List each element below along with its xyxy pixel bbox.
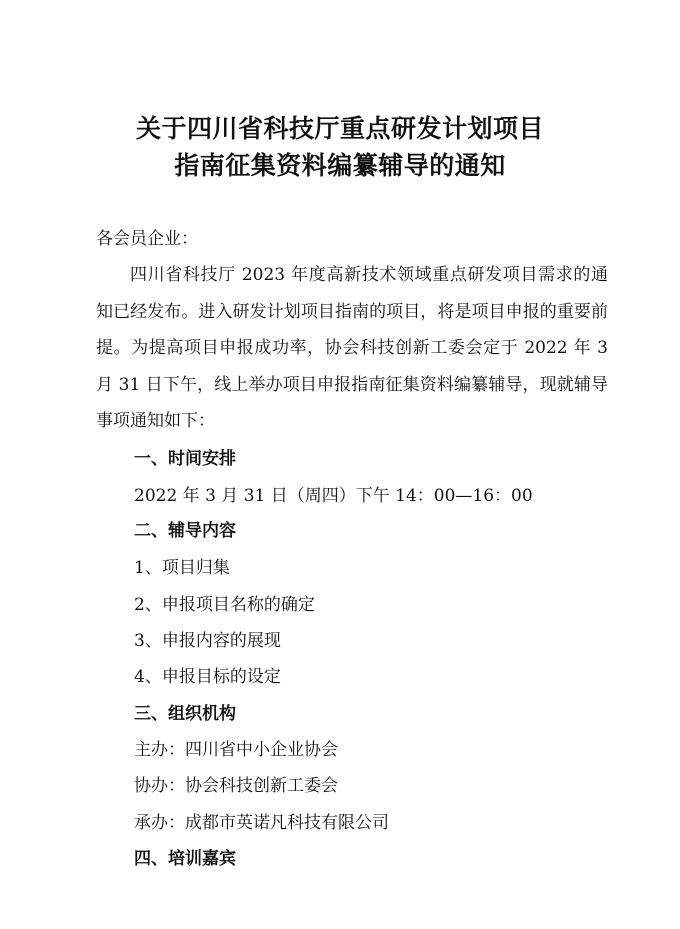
time-value: 2022 年 3 月 31 日（周四）下午 14：00—16：00 [134,486,533,506]
content-item: 2、申报项目名称的确定 [134,595,315,615]
organization-organizer: 承办：成都市英诺凡科技有限公司 [134,813,389,833]
content-item: 3、申报内容的展现 [134,631,281,651]
content-item: 4、申报目标的设定 [134,667,281,687]
document-title-line-2: 指南征集资料编纂辅导的通知 [174,151,506,180]
section-heading-time: 一、时间安排 [134,449,236,469]
section-heading-organization: 三、组织机构 [134,704,236,724]
organization-co-host: 协办：协会科技创新工委会 [134,776,338,796]
document-title-line-1: 关于四川省科技厅重点研发计划项目 [135,114,544,143]
section-heading-content: 二、辅导内容 [134,521,236,541]
section-heading-guests: 四、培训嘉宾 [134,849,236,869]
salutation: 各会员企业： [96,229,198,249]
body-paragraph: 四川省科技厅 2023 年度高新技术领域重点研发项目需求的通知已经发布。进入研发计划项目指南的项目，将是项目申报的重要前提。为提高项目申报成功率，协会科技创新工委会定于 2022 年 3 月 31 日下午，线上举办项目申报指南征集资料编纂辅导，现就辅导事项通知如下： [96,265,608,431]
organization-host: 主办：四川省中小企业协会 [134,740,338,760]
content-item: 1、项目归集 [134,558,230,578]
